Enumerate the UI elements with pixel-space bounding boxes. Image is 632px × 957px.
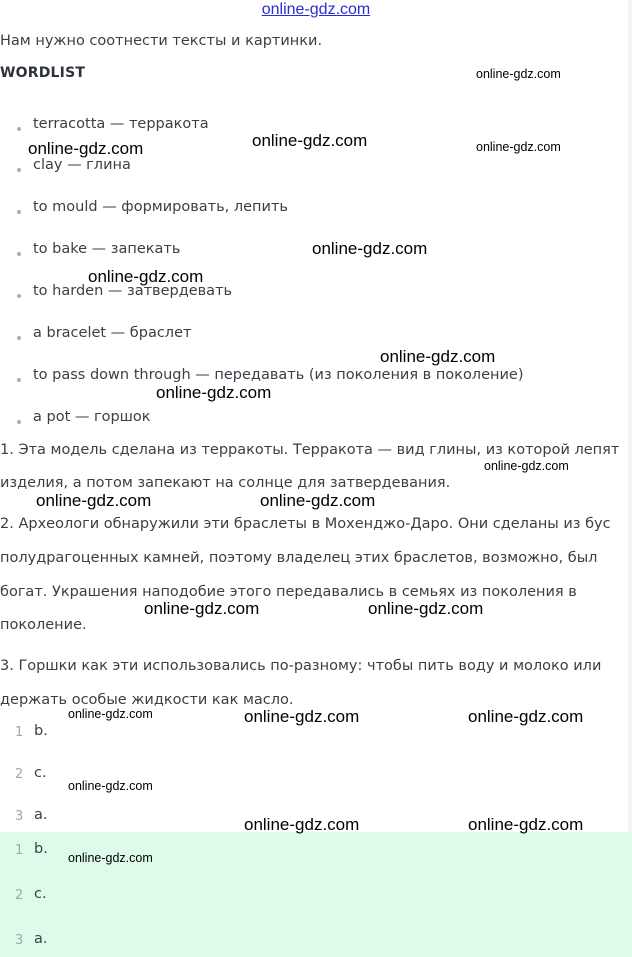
- wordlist-item: terracotta — терракота: [33, 116, 209, 132]
- watermark: online-gdz.com: [476, 140, 561, 154]
- bullet-icon: [17, 336, 21, 340]
- answer-number: 1: [15, 843, 24, 858]
- watermark: online-gdz.com: [244, 707, 360, 726]
- answer-letter: b.: [34, 841, 48, 857]
- bullet-icon: [17, 210, 21, 214]
- watermark: online-gdz.com: [68, 779, 153, 793]
- right-edge-strip: [628, 0, 632, 957]
- paragraph-line: изделия, а потом запекают на солнце для затвердевания.: [0, 475, 451, 491]
- answer-letter: a.: [34, 807, 48, 823]
- bullet-icon: [17, 378, 21, 382]
- watermark: online-gdz.com: [468, 707, 584, 726]
- watermark: online-gdz.com: [28, 139, 144, 158]
- watermark: online-gdz.com: [244, 815, 360, 834]
- answer-number: 3: [15, 809, 24, 824]
- watermark: online-gdz.com: [260, 491, 376, 510]
- bullet-icon: [17, 420, 21, 424]
- watermark: online-gdz.com: [380, 347, 496, 366]
- bullet-icon: [17, 168, 21, 172]
- wordlist-item: clay — глина: [33, 157, 131, 173]
- bullet-icon: [17, 127, 21, 131]
- paragraph-line: 1. Эта модель сделана из терракоты. Терракота — вид глины, из которой лепят: [0, 442, 620, 458]
- paragraph-line: полудрагоценных камней, поэтому владелец этих браслетов, возможно, был: [0, 550, 598, 566]
- watermark: online-gdz.com: [484, 459, 569, 473]
- watermark: online-gdz.com: [252, 131, 368, 150]
- wordlist-heading: WORDLIST: [0, 65, 86, 81]
- watermark: online-gdz.com: [156, 383, 272, 402]
- intro-text: Нам нужно соотнести тексты и картинки.: [0, 33, 323, 49]
- paragraph-line: 2. Археологи обнаружили эти браслеты в Мохенджо-Даро. Они сделаны из бус: [0, 516, 611, 532]
- paragraph-line: богат. Украшения наподобие этого передавались в семьях из поколения в: [0, 584, 577, 600]
- answer-number: 2: [15, 888, 24, 903]
- wordlist-item: to bake — запекать: [33, 241, 181, 257]
- answer-letter: a.: [34, 931, 48, 947]
- watermark: online-gdz.com: [88, 267, 204, 286]
- watermark: online-gdz.com: [144, 599, 260, 618]
- answer-letter: c.: [34, 886, 47, 902]
- wordlist-item: to pass down through — передавать (из поколения в поколение): [33, 367, 524, 383]
- wordlist-item: a pot — горшок: [33, 409, 151, 425]
- paragraph-line: поколение.: [0, 617, 87, 633]
- wordlist-item: a bracelet — браслет: [33, 325, 192, 341]
- answer-number: 1: [15, 725, 24, 740]
- watermark: online-gdz.com: [68, 707, 153, 721]
- watermark: online-gdz.com: [312, 239, 428, 258]
- paragraph-line: 3. Горшки как эти использовались по-разному: чтобы пить воду и молоко или: [0, 658, 602, 674]
- watermark: online-gdz.com: [68, 851, 153, 865]
- answer-letter: c.: [34, 765, 47, 781]
- wordlist-item: to mould — формировать, лепить: [33, 199, 288, 215]
- watermark: online-gdz.com: [468, 815, 584, 834]
- watermark: online-gdz.com: [36, 491, 152, 510]
- answer-number: 2: [15, 767, 24, 782]
- site-mark-link[interactable]: online-gdz.com: [261, 1, 371, 18]
- answer-number: 3: [15, 933, 24, 948]
- bullet-icon: [17, 252, 21, 256]
- wordlist-item: to harden — затвердевать: [33, 283, 233, 299]
- paragraph-line: держать особые жидкости как масло.: [0, 692, 294, 708]
- watermark: online-gdz.com: [368, 599, 484, 618]
- bullet-icon: [17, 294, 21, 298]
- answer-letter: b.: [34, 723, 48, 739]
- watermark: online-gdz.com: [476, 67, 561, 81]
